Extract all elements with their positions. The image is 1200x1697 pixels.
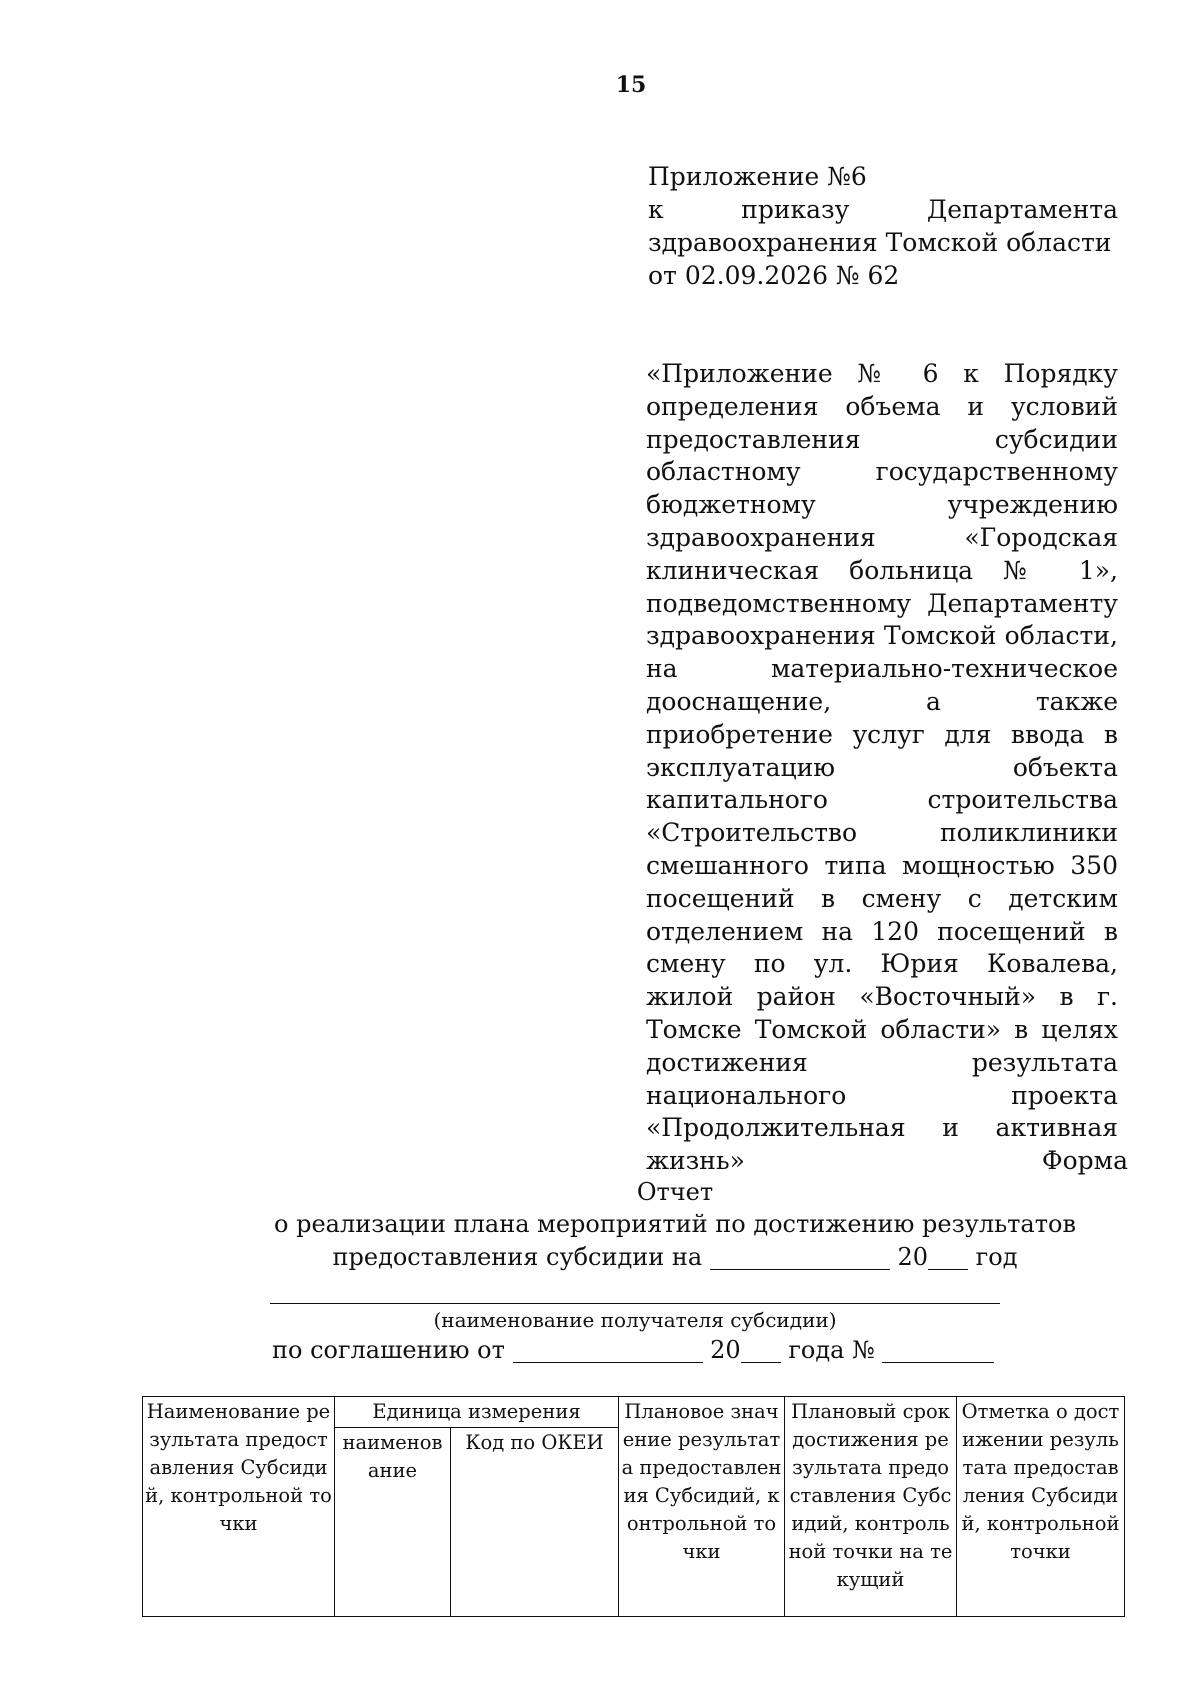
report-subtitle: [0, 1208, 1200, 1274]
agreement-year-suffix: года №: [788, 1336, 875, 1364]
report-subtitle-line1: о реализации плана мероприятий по достижению результатов: [274, 1210, 1076, 1238]
agreement-date-blank: [513, 1338, 703, 1363]
header-unit-group: Единица измерения: [335, 1397, 619, 1428]
header-result-name: Наименование результата предоставления Субсидий, контрольной точки: [143, 1397, 335, 1617]
form-label: Форма: [1041, 1146, 1128, 1175]
header-planned-date: Плановый срок достижения результата предоставления Субсидий, контрольной точки на текущий: [785, 1397, 957, 1617]
report-year-suffix: год: [975, 1243, 1018, 1271]
report-table: [142, 1396, 1125, 1617]
page-number: 15: [615, 72, 647, 98]
report-title: Отчет: [636, 1178, 714, 1206]
table-header-row: [143, 1397, 1125, 1428]
header-planned-value: Плановое значение результата предоставления Субсидий, контрольной точки: [619, 1397, 785, 1617]
recipient-name-line: [270, 1303, 1000, 1304]
agreement-number-blank: [882, 1338, 994, 1363]
agreement-prefix: по соглашению от: [272, 1336, 505, 1364]
appendix-quote-block: «Приложение № 6 к Порядку определения объема и условий предоставления субсидии областному государственному бюджетному учреждению здравоохранения «Городская клиническая больница № 1», подведомственному Департаменту здравоохранения Томской области, на материально-техническое дооснащение, а также приобретение услуг для ввода в эксплуатацию объекта капитального строительства «Строительство поликлиники смешанного типа мощностью 350 посещений в смену с детским отделением на 120 посещений в смену по ул. Юрия Ковалева, жилой район «Восточный» в г. Томске Томской области» в целях достижения результата национального проекта «Продолжительная и активная жизнь»: [646, 359, 1118, 1176]
report-period-blank: [710, 1245, 890, 1270]
agreement-year-prefix: 20: [710, 1336, 741, 1364]
appendix-order-line: [648, 193, 1118, 226]
agreement-line: [272, 1334, 994, 1367]
report-subtitle-line2: [0, 1241, 1200, 1274]
appendix-order-word-2: приказу: [741, 195, 850, 224]
report-year-blank: [928, 1245, 968, 1270]
header-achievement-mark: Отметка о достижении результата предоставления Субсидий, контрольной точки: [957, 1397, 1125, 1617]
agreement-year-blank: [741, 1338, 781, 1363]
appendix-order-word-1: к: [648, 195, 664, 224]
appendix-order-word-3: Департамента: [926, 195, 1118, 224]
appendix-date-number: от 02.09.2026 № 62: [648, 261, 900, 290]
appendix-header: [648, 160, 1118, 292]
recipient-caption: (наименование получателя субсидии): [433, 1308, 837, 1332]
header-unit-okei: Код по ОКЕИ: [451, 1428, 619, 1617]
appendix-department: здравоохранения Томской области: [648, 228, 1112, 257]
appendix-title: Приложение №6: [648, 162, 867, 191]
report-year-prefix: 20: [897, 1243, 929, 1271]
header-unit-name: наименование: [335, 1428, 451, 1617]
report-period-prefix: предоставления субсидии на: [332, 1243, 703, 1271]
